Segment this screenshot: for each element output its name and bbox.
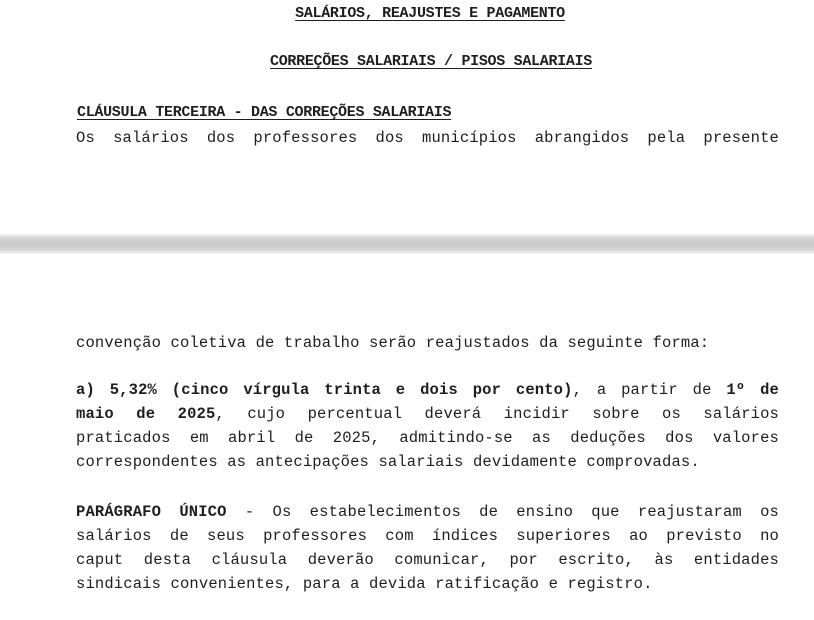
paragraph-text: - Os estabelecimentos de ensino que reajustaram os <box>226 503 779 521</box>
item-a-line-3: praticados em abril de 2025, admitindo-se as deduções dos valores <box>76 429 779 447</box>
paragraph-label: PARÁGRAFO ÚNICO <box>76 503 227 521</box>
paragraph-line-3: caput desta cláusula deverão comunicar, por escrito, às entidades <box>76 551 779 569</box>
item-a-line-1 <box>76 381 779 399</box>
item-a-line-2 <box>76 405 779 423</box>
page-bottom <box>0 254 814 620</box>
subsection-title: CORREÇÕES SALARIAIS / PISOS SALARIAIS <box>270 53 592 70</box>
section-title: SALÁRIOS, REAJUSTES E PAGAMENTO <box>295 5 565 22</box>
item-a-bold-month: maio de 2025 <box>76 405 216 423</box>
page-top <box>0 0 814 234</box>
item-a-text: , cujo percentual deverá incidir sobre os salários <box>215 405 779 423</box>
clause-title: CLÁUSULA TERCEIRA - DAS CORREÇÕES SALARIAIS <box>77 104 452 121</box>
item-a-text: , a partir de <box>572 381 727 399</box>
page-separator <box>0 234 814 254</box>
item-a-bold: a) 5,32% (cinco vírgula trinta e dois por cento) <box>76 381 573 399</box>
paragraph-line-1 <box>76 503 779 521</box>
text-line: convenção coletiva de trabalho serão reajustados da seguinte forma: <box>76 334 710 352</box>
paragraph-line-2: salários de seus professores com índices superiores ao previsto no <box>76 527 779 545</box>
paragraph-line-4: sindicais convenientes, para a devida ratificação e registro. <box>76 575 653 593</box>
item-a-line-4: correspondentes as antecipações salariais devidamente comprovadas. <box>76 453 700 471</box>
text-line: Os salários dos professores dos municípios abrangidos pela presente <box>76 129 779 147</box>
item-a-bold-date: 1º de <box>726 381 779 399</box>
